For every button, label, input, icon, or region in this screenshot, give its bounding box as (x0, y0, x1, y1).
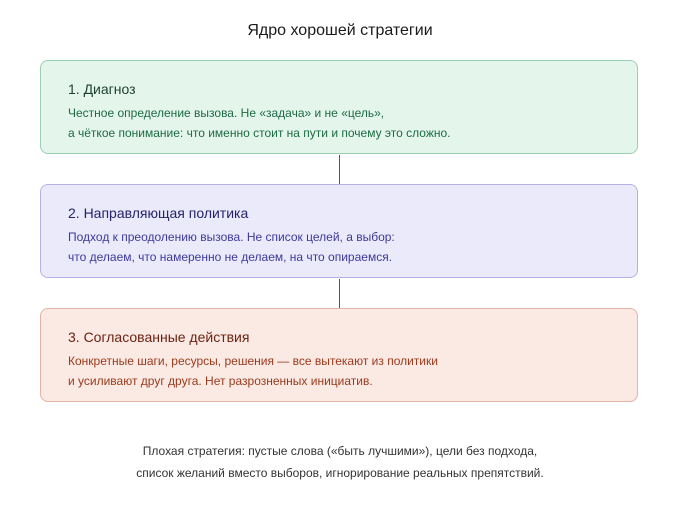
card-diagnosis-text (68, 103, 451, 143)
card-coherent-actions-line: и усиливают друг друга. Нет разрозненных инициатив. (68, 374, 373, 388)
card-coherent-actions-text (68, 351, 438, 391)
card-diagnosis-title: 1. Диагноз (68, 81, 136, 97)
card-diagnosis-line: Честное определение вызова. Не «задача» и не «цель», (68, 106, 385, 120)
card-coherent-actions-title: 3. Согласованные действия (68, 329, 250, 345)
card-guiding-policy (40, 184, 638, 278)
card-guiding-policy-line: что делаем, что намеренно не делаем, на что опираемся. (68, 250, 393, 264)
footnote-line: список желаний вместо выборов, игнорирование реальных препятствий. (136, 466, 544, 480)
card-guiding-policy-text (68, 227, 395, 267)
card-diagnosis-line: а чёткое понимание: что именно стоит на пути и почему это сложно. (68, 126, 451, 140)
card-guiding-policy-title: 2. Направляющая политика (68, 205, 249, 221)
diagram-title: Ядро хорошей стратегии (247, 22, 433, 39)
card-guiding-policy-line: Подход к преодолению вызова. Не список целей, а выбор: (68, 230, 395, 244)
card-coherent-actions-line: Конкретные шаги, ресурсы, решения — все вытекают из политики (68, 354, 438, 368)
card-coherent-actions (40, 308, 638, 402)
connector-line (339, 279, 340, 308)
footnote (0, 440, 680, 484)
connector-line (339, 155, 340, 184)
footnote-line: Плохая стратегия: пустые слова («быть лучшими»), цели без подхода, (142, 444, 538, 458)
card-diagnosis (40, 60, 638, 154)
